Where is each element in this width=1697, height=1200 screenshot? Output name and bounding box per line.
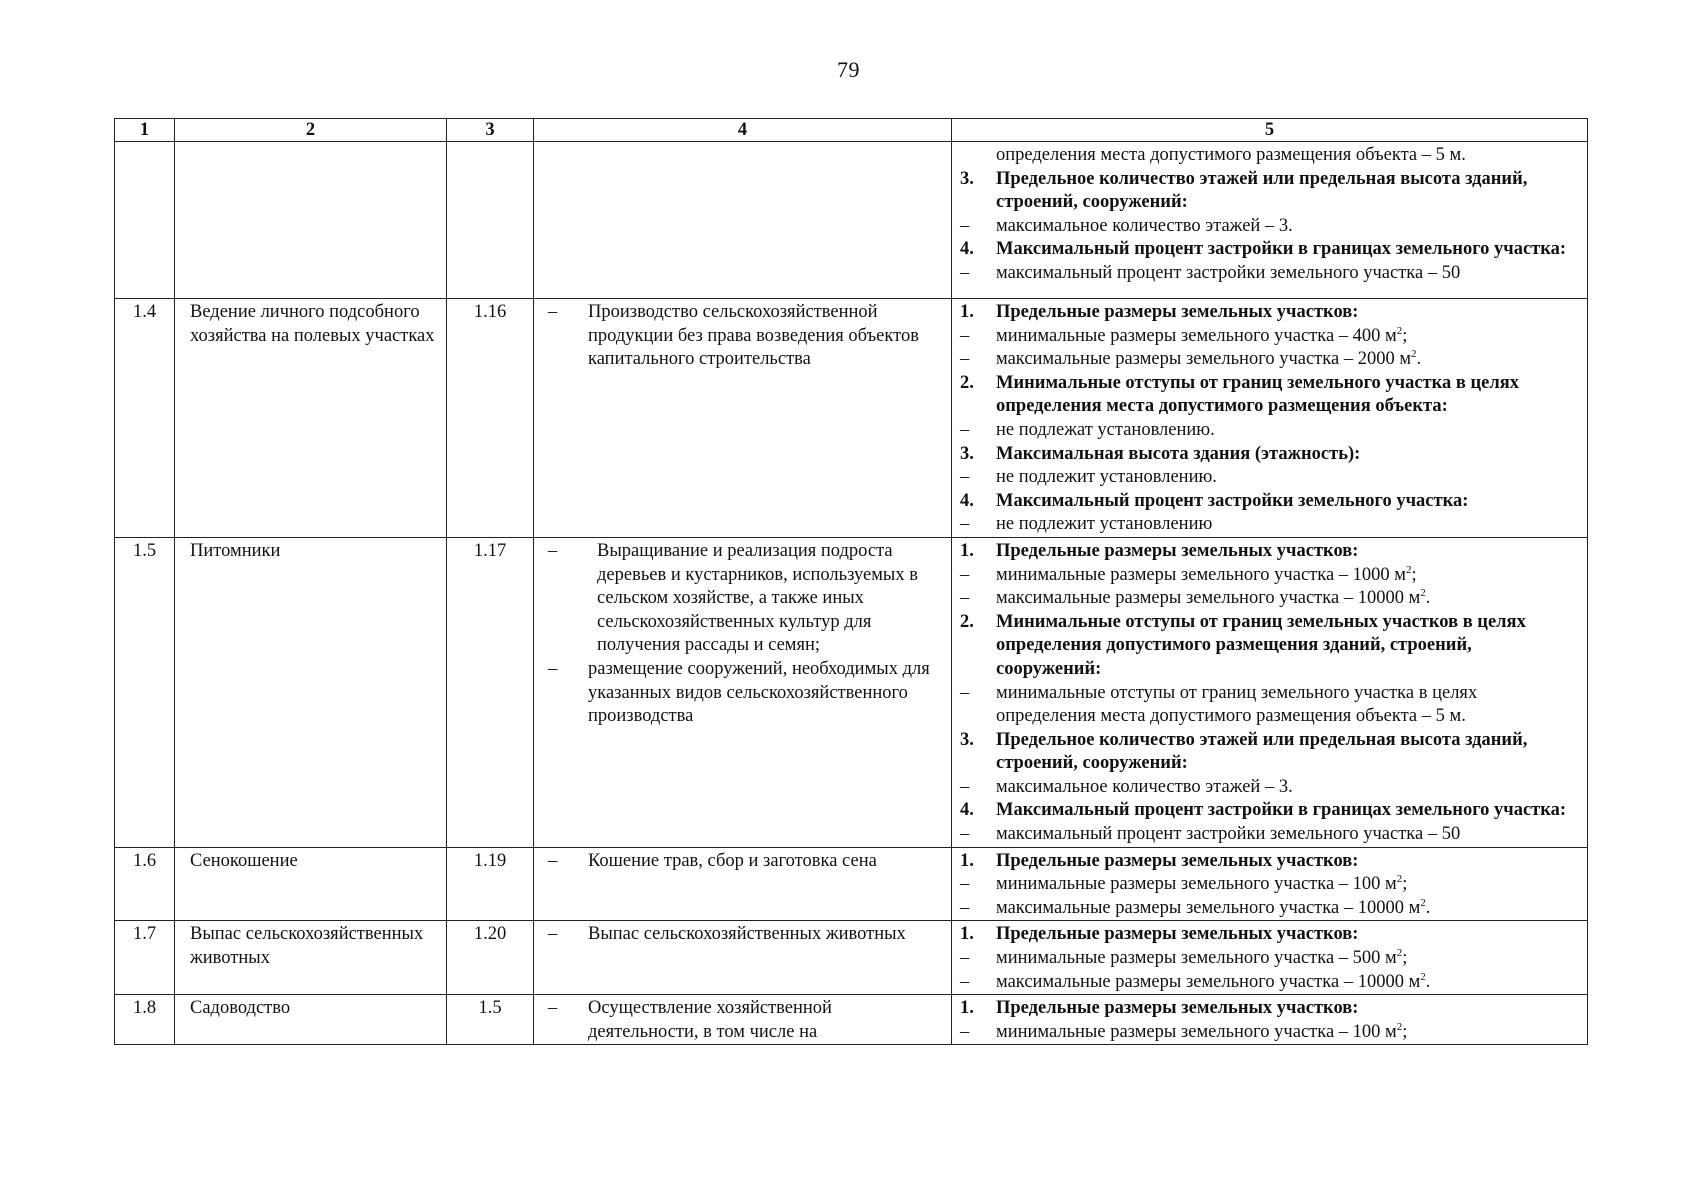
parameter-value: [952, 823, 1577, 847]
cell-col-2: Выпас сельскохозяйственных животных: [175, 921, 447, 995]
parameter-heading: [952, 490, 1577, 514]
list-marker: 1.: [960, 850, 974, 871]
parameter-value: [952, 215, 1577, 239]
cell-col-5: [952, 847, 1588, 921]
header-col-2: 2: [175, 119, 447, 142]
superscript: 2: [1411, 348, 1417, 361]
parameter-value: [952, 897, 1577, 921]
superscript: 2: [1396, 324, 1403, 337]
line-text-wrap: [996, 490, 1577, 514]
superscript: 2: [1406, 563, 1412, 576]
parameter-value: [952, 144, 1577, 168]
line-text: Максимальная высота здания (этажность):: [996, 443, 1361, 464]
line-text: Предельное количество этажей или предельная высота зданий, строений, сооружений:: [996, 168, 1528, 213]
list-marker: –: [960, 514, 970, 535]
line-text: минимальные отступы от границ земельного участка в целях определения места допустимого размещения объекта – 5 м.: [996, 682, 1478, 727]
line-text: максимальные размеры земельного участка – 10000 м: [996, 971, 1421, 992]
list-marker: –: [960, 682, 970, 703]
line-text: минимальные размеры земельного участка – 1000 м: [996, 564, 1406, 585]
list-marker: –: [960, 971, 970, 992]
list-marker: –: [960, 824, 970, 845]
header-col-3: 3: [447, 119, 534, 142]
punctuation: .: [1425, 897, 1431, 918]
line-text-wrap: [996, 587, 1577, 611]
parameter-value: [952, 348, 1577, 372]
line-text: Предельные размеры земельных участков:: [996, 302, 1359, 322]
list-marker: –: [960, 588, 970, 609]
cell-col-4: [534, 299, 952, 538]
cell-col-5: [952, 299, 1588, 538]
content-line: [534, 923, 945, 947]
punctuation: ;: [1402, 874, 1408, 895]
header-col-1: 1: [115, 119, 175, 142]
list-marker: –: [548, 998, 558, 1019]
list-marker: –: [548, 850, 558, 871]
line-text-wrap: [996, 682, 1577, 729]
parameter-heading: [952, 372, 1577, 419]
line-text: не подлежат установлению.: [996, 419, 1215, 440]
parameter-value: [952, 971, 1577, 995]
cell-col-3: 1.20: [447, 921, 534, 995]
line-text: максимальное количество этажей – 3.: [996, 215, 1293, 236]
line-text: минимальные размеры земельного участка – 500 м: [996, 948, 1397, 969]
punctuation: ;: [1402, 948, 1408, 969]
list-marker: –: [548, 302, 558, 322]
superscript: 2: [1420, 586, 1426, 599]
cell-col-3: 1.16: [447, 299, 534, 538]
parameter-value: [952, 587, 1577, 611]
line-text-wrap: [996, 823, 1577, 847]
list-marker: 1.: [960, 302, 974, 322]
line-text: максимальный процент застройки земельного участка – 50: [996, 824, 1461, 845]
line-text: не подлежит установлению: [996, 514, 1213, 535]
line-text: Максимальный процент застройки в границах земельного участка:: [996, 800, 1567, 821]
content-line: [534, 301, 945, 372]
parameter-heading: [952, 168, 1577, 215]
parameter-heading: [952, 611, 1577, 682]
line-text-wrap: [996, 513, 1577, 537]
parameter-value: [952, 682, 1577, 729]
line-text: минимальные размеры земельного участка – 100 м: [996, 874, 1397, 895]
list-marker: –: [960, 897, 970, 918]
content-line: [534, 850, 945, 874]
table-row: [115, 921, 1588, 995]
parameter-heading: [952, 997, 1577, 1021]
line-text: минимальные размеры земельного участка – 400 м: [996, 325, 1397, 346]
line-text-wrap: [996, 262, 1577, 286]
line-text-wrap: [996, 301, 1577, 325]
line-text: максимальный процент застройки земельного участка – 50: [996, 262, 1461, 283]
list-marker: –: [960, 419, 970, 440]
list-marker: –: [960, 349, 970, 370]
list-marker: –: [548, 924, 558, 945]
list-marker: –: [960, 262, 970, 283]
parameter-value: [952, 947, 1577, 971]
line-text: Выращивание и реализация подроста деревьев и кустарников, используемых в сельском хозяйстве, а также иных сельскохозяйственных культур для получения рассады и семян;: [597, 540, 918, 656]
list-marker: –: [960, 948, 970, 969]
line-text-wrap: [996, 443, 1577, 467]
cell-col-3: 1.19: [447, 847, 534, 921]
content-line: [534, 540, 945, 658]
line-text-wrap: [996, 372, 1577, 419]
cell-col-1: 1.8: [115, 995, 175, 1045]
cell-col-1: 1.5: [115, 537, 175, 847]
line-text-wrap: [996, 971, 1577, 995]
line-text: Предельное количество этажей или предельная высота зданий, строений, сооружений:: [996, 729, 1528, 774]
line-text: размещение сооружений, необходимых для указанных видов сельскохозяйственного производства: [588, 658, 930, 727]
list-marker: 4.: [960, 490, 974, 511]
superscript: 2: [1396, 946, 1403, 959]
cell-col-5: [952, 142, 1588, 299]
line-text-wrap: [996, 348, 1577, 372]
line-text-wrap: [996, 215, 1577, 239]
line-text-wrap: [996, 729, 1577, 776]
content-line: [534, 658, 945, 729]
line-text-wrap: [996, 776, 1577, 800]
line-text: Максимальный процент застройки земельного участка:: [996, 490, 1469, 511]
parameter-value: [952, 262, 1577, 286]
list-marker: –: [960, 1021, 970, 1042]
line-text: Кошение трав, сбор и заготовка сена: [588, 850, 877, 871]
list-marker: 4.: [960, 800, 974, 821]
parameter-heading: [952, 923, 1577, 947]
punctuation: .: [1416, 349, 1422, 370]
header-col-4: 4: [534, 119, 952, 142]
line-text: Максимальный процент застройки в границах земельного участка:: [996, 239, 1567, 260]
table-row: [115, 847, 1588, 921]
cell-col-2: Ведение личного подсобного хозяйства на полевых участках: [175, 299, 447, 538]
line-text: не подлежит установлению.: [996, 467, 1217, 488]
content-line: [534, 997, 945, 1044]
list-marker: –: [548, 540, 558, 561]
line-text-wrap: [996, 325, 1577, 349]
list-marker: 2.: [960, 611, 974, 632]
table-row: [115, 142, 1588, 299]
cell-col-2: Садоводство: [175, 995, 447, 1045]
line-text: максимальные размеры земельного участка – 10000 м: [996, 897, 1421, 918]
list-marker: –: [960, 215, 970, 236]
cell-col-1: [115, 142, 175, 299]
line-text-wrap: [996, 897, 1577, 921]
cell-col-5: [952, 537, 1588, 847]
line-text-wrap: [996, 997, 1577, 1021]
parameter-heading: [952, 850, 1577, 874]
parameter-value: [952, 873, 1577, 897]
punctuation: ;: [1402, 325, 1408, 346]
list-marker: –: [960, 776, 970, 797]
parameter-heading: [952, 238, 1577, 262]
list-marker: 3.: [960, 443, 974, 464]
line-text: Предельные размеры земельных участков:: [996, 850, 1359, 871]
cell-col-5: [952, 995, 1588, 1045]
line-text: максимальное количество этажей – 3.: [996, 776, 1293, 797]
list-marker: 2.: [960, 372, 974, 393]
cell-col-1: 1.4: [115, 299, 175, 538]
list-marker: 3.: [960, 729, 974, 750]
cell-col-4: [534, 142, 952, 299]
parameter-value: [952, 325, 1577, 349]
list-marker: –: [548, 658, 558, 679]
cell-col-2: Сенокошение: [175, 847, 447, 921]
cell-col-5: [952, 921, 1588, 995]
line-text-wrap: [996, 873, 1577, 897]
cell-col-3: 1.5: [447, 995, 534, 1045]
line-text-wrap: [996, 564, 1577, 588]
table-body: [115, 142, 1588, 1045]
cell-col-1: 1.7: [115, 921, 175, 995]
cell-col-4: [534, 537, 952, 847]
line-text: Производство сельскохозяйственной продукции без права возведения объектов капитального строительства: [588, 302, 919, 370]
parameter-heading: [952, 301, 1577, 325]
cell-col-3: 1.17: [447, 537, 534, 847]
line-text: Минимальные отступы от границ земельных участков в целях определения допустимого размещения зданий, строений, сооружений:: [996, 611, 1526, 679]
list-marker: –: [960, 467, 970, 488]
list-marker: 1.: [960, 998, 974, 1019]
line-text-wrap: [996, 799, 1577, 823]
cell-col-4: [534, 921, 952, 995]
punctuation: .: [1425, 971, 1431, 992]
line-text: определения места допустимого размещения объекта – 5 м.: [996, 145, 1466, 165]
list-marker: 3.: [960, 168, 974, 189]
parameter-heading: [952, 540, 1577, 564]
table-row: [115, 995, 1588, 1045]
superscript: 2: [1396, 873, 1403, 886]
parameter-value: [952, 419, 1577, 443]
list-marker: –: [960, 325, 970, 346]
parameter-heading: [952, 729, 1577, 776]
header-col-5: 5: [952, 119, 1588, 142]
superscript: 2: [1420, 970, 1426, 983]
list-marker: –: [960, 874, 970, 895]
parameter-heading: [952, 443, 1577, 467]
cell-col-3: [447, 142, 534, 299]
line-text: минимальные размеры земельного участка – 100 м: [996, 1021, 1397, 1042]
line-text: Минимальные отступы от границ земельного участка в целях определения места допустимого размещения объекта:: [996, 372, 1519, 417]
list-marker: 4.: [960, 239, 974, 260]
list-marker: –: [960, 564, 970, 585]
cell-col-4: [534, 995, 952, 1045]
line-text-wrap: [996, 466, 1577, 490]
line-text-wrap: [996, 168, 1577, 215]
parameter-value: [952, 776, 1577, 800]
cell-col-4: [534, 847, 952, 921]
line-text: максимальные размеры земельного участка – 10000 м: [996, 588, 1421, 609]
line-text-wrap: [996, 540, 1577, 564]
line-text-wrap: [996, 611, 1577, 682]
parameter-value: [952, 564, 1577, 588]
line-text-wrap: [996, 1021, 1577, 1045]
line-text-wrap: [996, 923, 1577, 947]
line-text-wrap: [996, 419, 1577, 443]
line-text: максимальные размеры земельного участка – 2000 м: [996, 349, 1412, 370]
header-row: [115, 119, 1588, 142]
list-marker: 1.: [960, 540, 974, 561]
line-text-wrap: [996, 850, 1577, 874]
line-text-wrap: [996, 238, 1577, 262]
line-text-wrap: [996, 144, 1577, 168]
line-text: Предельные размеры земельных участков:: [996, 924, 1359, 945]
parameter-value: [952, 466, 1577, 490]
list-marker: 1.: [960, 924, 974, 945]
superscript: 2: [1420, 896, 1426, 909]
parameter-heading: [952, 799, 1577, 823]
cell-col-1: 1.6: [115, 847, 175, 921]
line-text: Выпас сельскохозяйственных животных: [588, 924, 906, 945]
cell-col-2: Питомники: [175, 537, 447, 847]
line-text: Осуществление хозяйственной деятельности, в том числе на: [588, 998, 832, 1042]
superscript: 2: [1396, 1020, 1403, 1033]
line-text: Предельные размеры земельных участков:: [996, 998, 1359, 1019]
line-text-wrap: [996, 947, 1577, 971]
page-number: 79: [837, 57, 860, 82]
zoning-table: [114, 118, 1588, 1045]
parameter-value: [952, 1021, 1577, 1045]
punctuation: ;: [1402, 1021, 1408, 1042]
punctuation: ;: [1411, 564, 1417, 585]
table-row: [115, 537, 1588, 847]
table-row: [115, 299, 1588, 538]
cell-col-2: [175, 142, 447, 299]
parameter-value: [952, 513, 1577, 537]
line-text: Предельные размеры земельных участков:: [996, 540, 1359, 561]
punctuation: .: [1425, 588, 1431, 609]
